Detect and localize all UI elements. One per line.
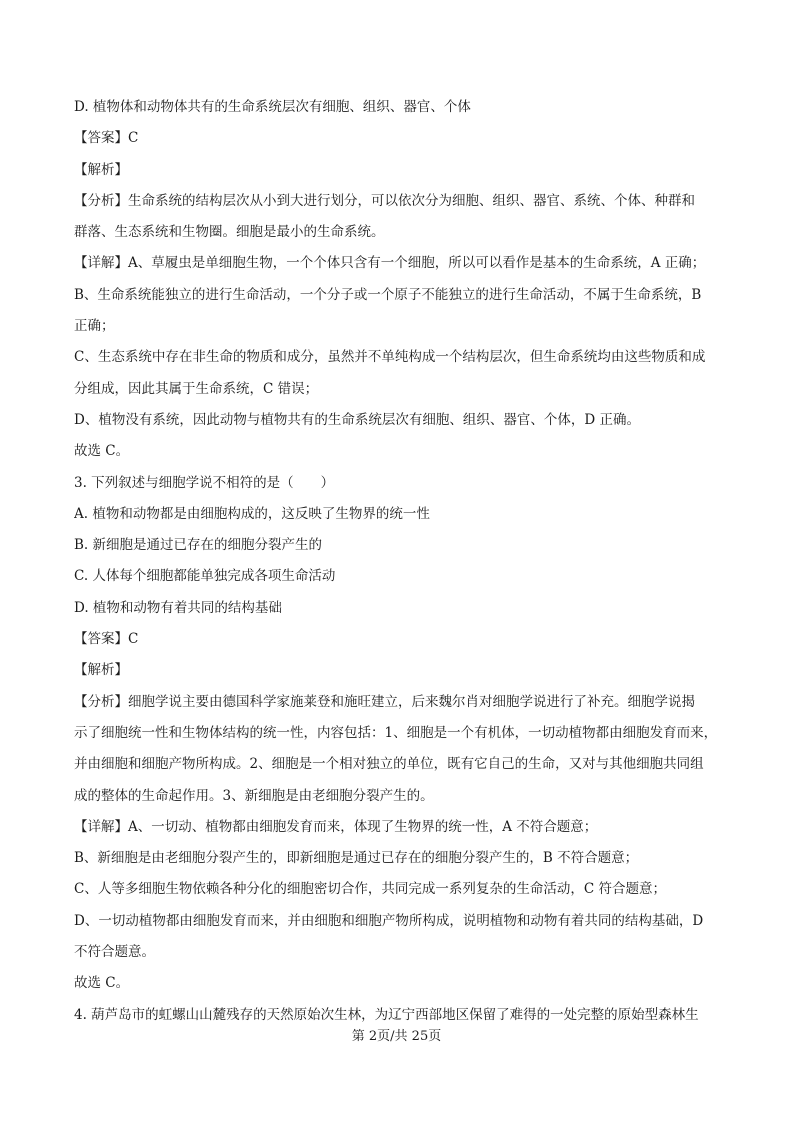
text-line: D. 植物体和动物体共有的生命系统层次有细胞、组织、器官、个体 xyxy=(74,99,471,115)
text-line: 示了细胞统一性和生物体结构的统一性，内容包括：1、细胞是一个有机体，一切动植物都由细胞发育而来， xyxy=(74,724,718,741)
text-line: 并由细胞和细胞产物所构成。2、细胞是一个相对独立的单位，既有它自己的生命，又对与其他细胞共同组 xyxy=(74,756,704,773)
document-body xyxy=(74,92,724,1031)
text-line: C. 人体每个细胞都能单独完成各项生命活动 xyxy=(74,568,336,585)
text-line: 【分析】生命系统的结构层次从小到大进行划分，可以依次分为细胞、组织、器官、系统、个体、种群和 xyxy=(74,192,695,209)
text-line: B、新细胞是由老细胞分裂产生的，即新细胞是通过已存在的细胞分裂产生的，B 不符合题意； xyxy=(74,850,639,867)
text-line: 分组成，因此其属于生命系统，C 错误； xyxy=(74,380,319,397)
text-line: 4. 葫芦岛市的虹螺山山麓残存的天然原始次生林，为辽宁西部地区保留了难得的一处完整的原始型森林生 xyxy=(74,1006,699,1023)
text-line: D、植物没有系统，因此动物与植物共有的生命系统层次有细胞、组织、器官、个体，D 正确。 xyxy=(74,411,640,428)
text-line: 【详解】A、草履虫是单细胞生物，一个个体只含有一个细胞，所以可以看作是基本的生命系统，A 正确； xyxy=(74,255,706,272)
text-line: C、人等多细胞生物依赖各种分化的细胞密切合作，共同完成一系列复杂的生命活动，C 符合题意； xyxy=(74,881,666,898)
text-line: 【答案】C xyxy=(74,130,139,147)
text-line: 故选 C。 xyxy=(74,975,130,992)
text-line: 故选 C。 xyxy=(74,443,130,460)
text-line: 【分析】细胞学说主要由德国科学家施莱登和施旺建立，后来魏尔肖对细胞学说进行了补充。细胞学说揭 xyxy=(74,693,695,710)
text-line: 群落、生态系统和生物圈。细胞是最小的生命系统。 xyxy=(74,224,385,241)
text-line: 【解析】 xyxy=(74,662,128,679)
text-line: 3. 下列叙述与细胞学说不相符的是（ ） xyxy=(74,474,335,491)
text-line: D. 植物和动物有着共同的结构基础 xyxy=(74,599,282,616)
text-line: 正确； xyxy=(74,318,115,335)
text-line: C、生态系统中存在非生命的物质和成分，虽然并不单纯构成一个结构层次，但生命系统均由这些物质和成 xyxy=(74,349,706,366)
page-footer: 第 2页/共 25页 xyxy=(351,1029,442,1044)
text-line: 【答案】C xyxy=(74,631,139,648)
text-line: 【解析】 xyxy=(74,161,128,178)
text-line: B. 新细胞是通过已存在的细胞分裂产生的 xyxy=(74,537,323,554)
text-line: D、一切动植物都由细胞发育而来，并由细胞和细胞产物所构成，说明植物和动物有着共同的结构基础，D xyxy=(74,912,704,929)
text-line: 【详解】A、一切动、植物都由细胞发育而来，体现了生物界的统一性，A 不符合题意； xyxy=(74,818,598,835)
text-line: A. 植物和动物都是由细胞构成的，这反映了生物界的统一性 xyxy=(74,505,430,522)
text-line: B、生命系统能独立的进行生命活动，一个分子或一个原子不能独立的进行生命活动，不属于生命系统，B xyxy=(74,286,702,303)
text-line: 不符合题意。 xyxy=(74,944,155,961)
text-line: 成的整体的生命起作用。3、新细胞是由老细胞分裂产生的。 xyxy=(74,787,434,804)
